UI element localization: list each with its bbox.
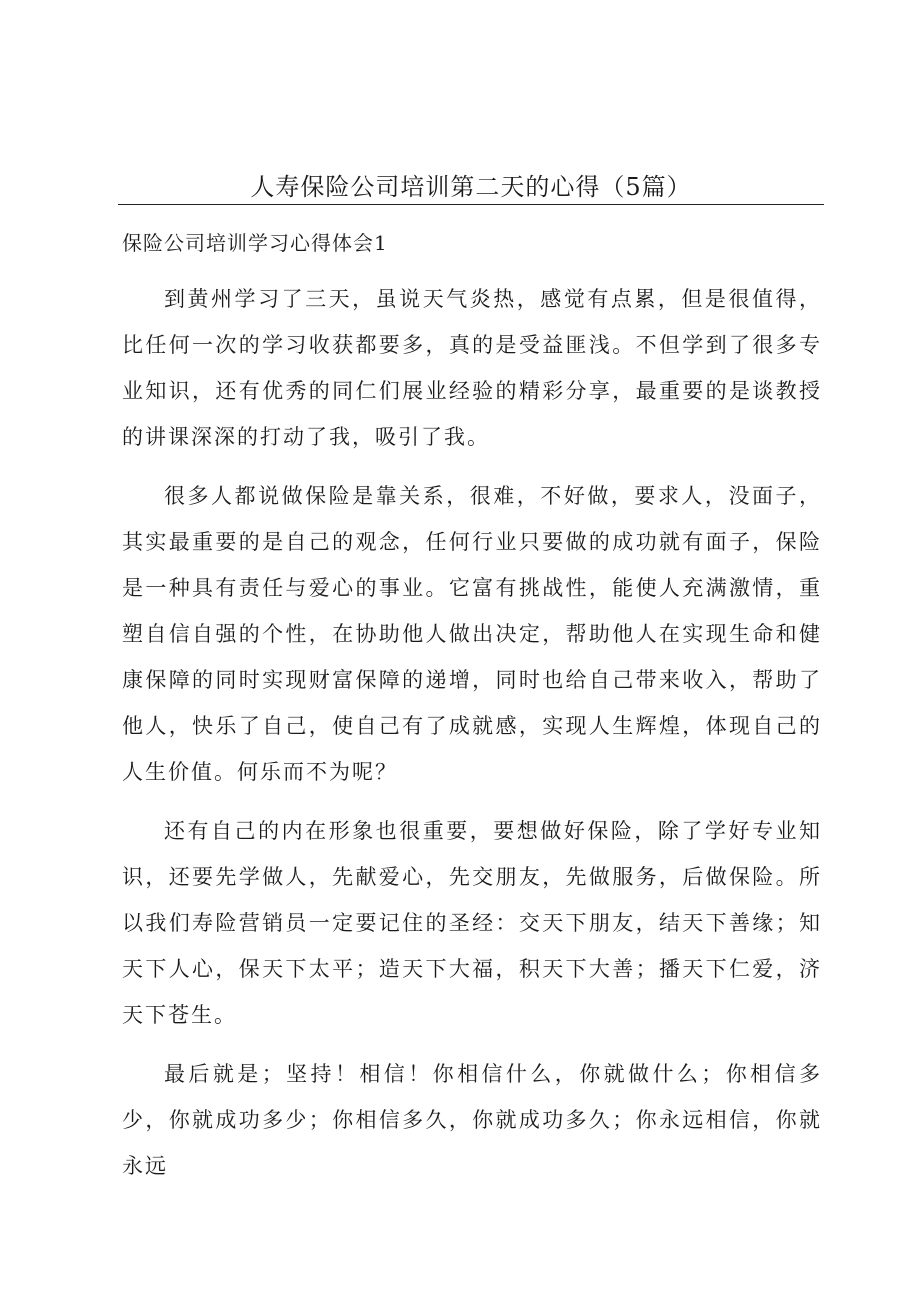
- document-title: 人寿保险公司培训第二天的心得（5篇）: [250, 173, 692, 201]
- paragraph: 很多人都说做保险是靠关系，很难，不好做，要求人，没面子，其实最重要的是自己的观念，任何行业只要做的成功就有面子，保险是一种具有责任与爱心的事业。它富有挑战性，能使人充满激情，重塑自信自强的个性，在协助他人做出决定，帮助他人在实现生命和健康保障的同时实现财富保障的递增，同时也给自己带来收入，帮助了他人，快乐了自己，使自己有了成就感，实现人生辉煌，体现自己的人生价值。何乐而不为呢？: [122, 484, 822, 784]
- paragraph: 到黄州学习了三天，虽说天气炎热，感觉有点累，但是很值得，比任何一次的学习收获都要多，真的是受益匪浅。不但学到了很多专业知识，还有优秀的同仁们展业经验的精彩分享，最重要的是谈教授的讲课深深的打动了我，吸引了我。: [122, 287, 822, 449]
- paragraph: 最后就是；坚持！相信！你相信什么，你就做什么；你相信多少，你就成功多少；你相信多久，你就成功多久；你永远相信，你就永远: [122, 1062, 822, 1178]
- title-underline: [118, 204, 824, 205]
- paragraph: 还有自己的内在形象也很重要，要想做好保险，除了学好专业知识，还要先学做人，先献爱心，先交朋友，先做服务，后做保险。所以我们寿险营销员一定要记住的圣经：交天下朋友，结天下善缘；知天下人心，保天下太平；造天下大福，积天下大善；播天下仁爱，济天下苍生。: [122, 819, 822, 1027]
- document-body: [122, 276, 822, 1202]
- section-heading: 保险公司培训学习心得体会1: [122, 231, 388, 255]
